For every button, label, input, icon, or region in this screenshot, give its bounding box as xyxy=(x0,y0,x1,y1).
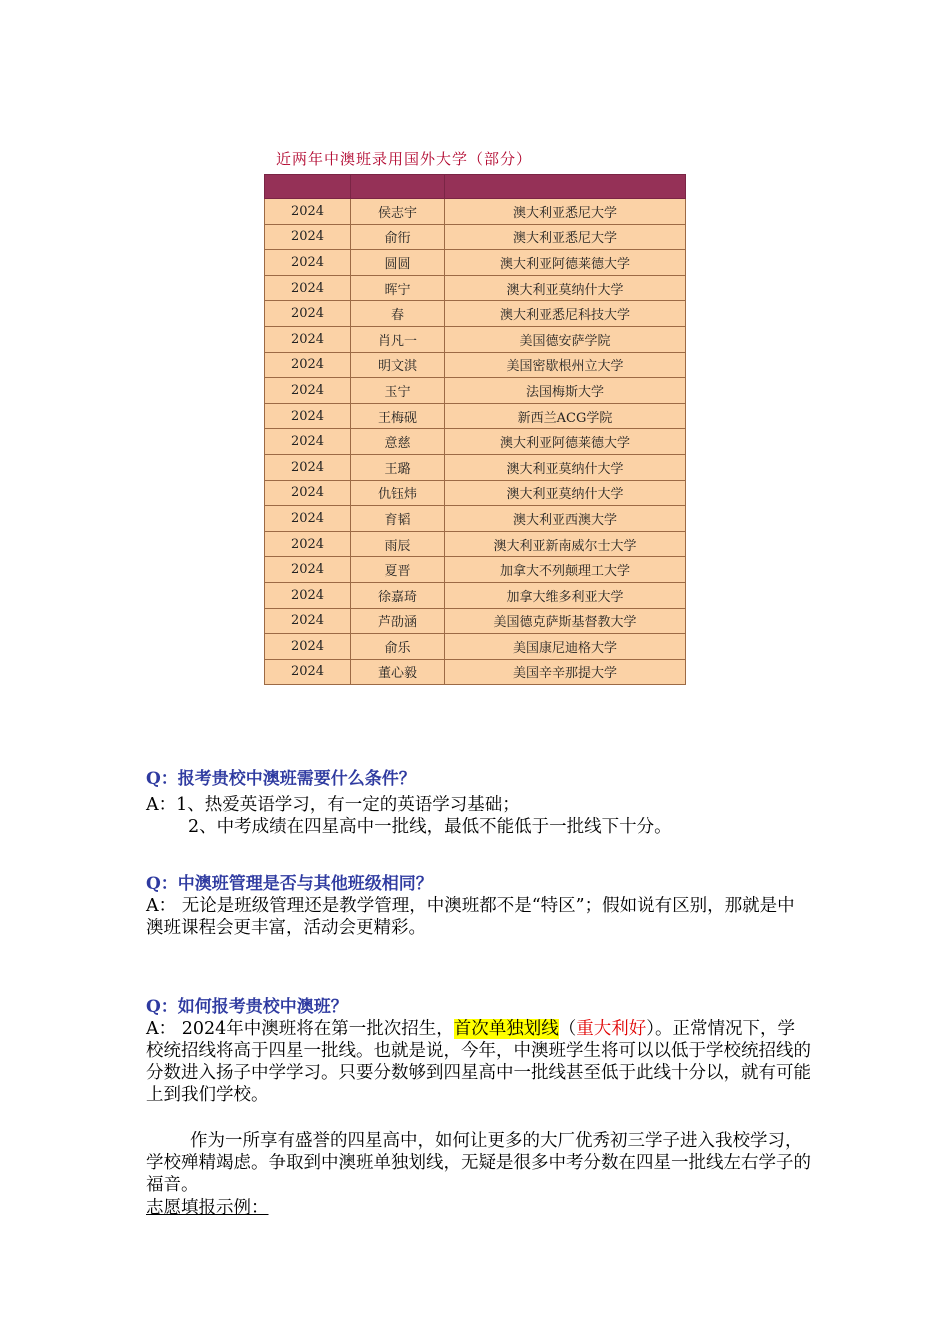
answer-3-intro: A： 2024年中澳班将在第一批次招生， xyxy=(146,1019,454,1039)
cell-year: 2024 xyxy=(265,634,351,660)
highlight-separate-line: 首次单独划线 xyxy=(453,1019,559,1039)
question-1: Q：报考贵校中澳班需要什么条件？ xyxy=(146,769,416,789)
cell-name: 芦劭涵 xyxy=(351,608,445,634)
header-cell-name xyxy=(351,175,445,199)
cell-year: 2024 xyxy=(265,608,351,634)
table-row xyxy=(265,199,686,225)
cell-university: 澳大利亚新南威尔士大学 xyxy=(445,531,686,557)
cell-university: 美国德克萨斯基督教大学 xyxy=(445,608,686,634)
cell-year: 2024 xyxy=(265,378,351,404)
cell-year: 2024 xyxy=(265,659,351,685)
table-row xyxy=(265,403,686,429)
table-row xyxy=(265,378,686,404)
cell-year: 2024 xyxy=(265,301,351,327)
cell-name: 玉宁 xyxy=(351,378,445,404)
cell-name: 晖宁 xyxy=(351,275,445,301)
paren-open: （ xyxy=(558,1019,577,1039)
cell-name: 仇钰炜 xyxy=(351,480,445,506)
cell-year: 2024 xyxy=(265,531,351,557)
cell-name: 春 xyxy=(351,301,445,327)
answer-1-line-1: A：1、热爱英语学习，有一定的英语学习基础； xyxy=(146,795,520,815)
answer-3 xyxy=(146,1018,812,1106)
cell-year: 2024 xyxy=(265,326,351,352)
cell-university: 澳大利亚悉尼大学 xyxy=(445,224,686,250)
cell-name: 王璐 xyxy=(351,454,445,480)
cell-name: 肖凡一 xyxy=(351,326,445,352)
cell-year: 2024 xyxy=(265,582,351,608)
table-row xyxy=(265,531,686,557)
table-row xyxy=(265,301,686,327)
answer-2: A： 无论是班级管理还是教学管理，中澳班都不是“特区”；假如说有区别，那就是中澳班课程会更丰富，活动会更精彩。 xyxy=(146,896,795,938)
table-row xyxy=(265,224,686,250)
cell-university: 澳大利亚莫纳什大学 xyxy=(445,275,686,301)
cell-name: 俞衎 xyxy=(351,224,445,250)
cell-name: 俞乐 xyxy=(351,634,445,660)
example-heading-text: 志愿填报示例： xyxy=(146,1198,269,1218)
example-heading xyxy=(146,1197,812,1219)
cell-name: 王梅砚 xyxy=(351,403,445,429)
cell-name: 雨辰 xyxy=(351,531,445,557)
cell-name: 育韬 xyxy=(351,506,445,532)
header-cell-year xyxy=(265,175,351,199)
admissions-table xyxy=(264,174,686,685)
table-row xyxy=(265,326,686,352)
cell-university: 澳大利亚阿德莱德大学 xyxy=(445,250,686,276)
cell-university: 加拿大维多利亚大学 xyxy=(445,582,686,608)
cell-year: 2024 xyxy=(265,224,351,250)
cell-year: 2024 xyxy=(265,352,351,378)
question-3: Q：如何报考贵校中澳班？ xyxy=(146,997,348,1017)
cell-year: 2024 xyxy=(265,275,351,301)
table-header-row xyxy=(265,175,686,199)
cell-university: 加拿大不列颠理工大学 xyxy=(445,557,686,583)
cell-university: 美国康尼迪格大学 xyxy=(445,634,686,660)
cell-university: 澳大利亚阿德莱德大学 xyxy=(445,429,686,455)
cell-year: 2024 xyxy=(265,250,351,276)
cell-university: 澳大利亚悉尼大学 xyxy=(445,199,686,225)
cell-university: 澳大利亚莫纳什大学 xyxy=(445,480,686,506)
cell-university: 美国辛辛那提大学 xyxy=(445,659,686,685)
cell-name: 意慈 xyxy=(351,429,445,455)
cell-name: 侯志宇 xyxy=(351,199,445,225)
cell-name: 圆圆 xyxy=(351,250,445,276)
cell-year: 2024 xyxy=(265,557,351,583)
cell-year: 2024 xyxy=(265,199,351,225)
cell-university: 澳大利亚西澳大学 xyxy=(445,506,686,532)
table-title: 近两年中澳班录用国外大学（部分） xyxy=(276,150,533,168)
question-2: Q：中澳班管理是否与其他班级相同？ xyxy=(146,874,433,894)
cell-university: 新西兰ACG学院 xyxy=(445,403,686,429)
cell-year: 2024 xyxy=(265,454,351,480)
cell-university: 法国梅斯大学 xyxy=(445,378,686,404)
table-row xyxy=(265,506,686,532)
table-row xyxy=(265,480,686,506)
cell-university: 澳大利亚悉尼科技大学 xyxy=(445,301,686,327)
header-cell-university xyxy=(445,175,686,199)
cell-year: 2024 xyxy=(265,403,351,429)
cell-name: 夏晋 xyxy=(351,557,445,583)
cell-university: 澳大利亚莫纳什大学 xyxy=(445,454,686,480)
table-row xyxy=(265,275,686,301)
table-row xyxy=(265,250,686,276)
table-row xyxy=(265,352,686,378)
cell-name: 明文淇 xyxy=(351,352,445,378)
cell-year: 2024 xyxy=(265,506,351,532)
answer-1-line-2: 2、中考成绩在四星高中一批线，最低不能低于一批线下十分。 xyxy=(188,817,672,837)
cell-year: 2024 xyxy=(265,480,351,506)
red-major-benefit: 重大利好 xyxy=(576,1019,647,1039)
table-row xyxy=(265,659,686,685)
cell-university: 美国德安萨学院 xyxy=(445,326,686,352)
cell-year: 2024 xyxy=(265,429,351,455)
cell-name: 徐嘉琦 xyxy=(351,582,445,608)
table-row xyxy=(265,557,686,583)
table-row xyxy=(265,429,686,455)
answer-3-body: ）。正常情况下，学校统招线将高于四星一批线。也就是说，今年，中澳班学生将可以以低于学校统招线的分数进入扬子中学学习。只要分数够到四星高中一批线甚至低于此线十分以，就有可能上到我们学校。 xyxy=(146,1019,811,1105)
table-row xyxy=(265,582,686,608)
table-row xyxy=(265,608,686,634)
table-row xyxy=(265,454,686,480)
answer-3-paragraph-2: 作为一所享有盛誉的四星高中，如何让更多的大厂优秀初三学子进入我校学习，学校殚精竭虑。争取到中澳班单独划线，无疑是很多中考分数在四星一批线左右学子的福音。 xyxy=(146,1131,811,1195)
cell-university: 美国密歇根州立大学 xyxy=(445,352,686,378)
table-row xyxy=(265,634,686,660)
cell-name: 董心毅 xyxy=(351,659,445,685)
